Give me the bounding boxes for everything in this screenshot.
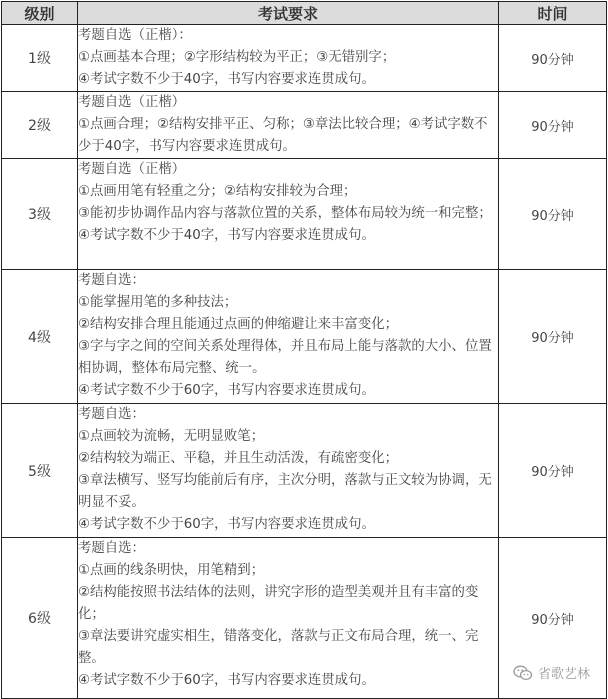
requirement-line: ③字与字之间的空间关系处理得体，并且布局上能与落款的大小、位置相协调，整体布局完整、统一。 [78,339,492,376]
level-cell: 5级 [2,404,78,538]
requirements-cell [78,270,499,404]
exam-requirements-table [1,1,607,699]
requirements-cell [78,404,499,538]
requirements-cell [78,25,499,92]
level-cell: 1级 [2,25,78,92]
header-time: 时间 [499,2,607,25]
requirement-line: 考题自选（正楷）： [78,28,192,43]
requirement-line: ④考试字数不少于60字，书写内容要求连贯成句。 [78,383,375,398]
requirement-line: 考题自选： [78,273,145,288]
time-cell: 90分钟 [499,538,607,699]
watermark [509,662,594,683]
requirement-line: ①点画合理；②结构安排平正、匀称；③章法比较合理；④考试字数不少于40字，书写内容要求连贯成句。 [78,117,488,154]
requirement-line: ②结构能按照书法结体的法则，讲究字形的造型美观并且有丰富的变化； [78,585,479,622]
requirement-line: ③能初步协调作品内容与落款位置的关系，整体布局较为统一和完整； [78,206,492,221]
requirements-cell [78,159,499,270]
requirements-cell [78,538,499,699]
header-requirements: 考试要求 [78,2,499,25]
requirement-line: ①点画较为流畅，无明显败笔； [78,429,265,444]
requirements-cell [78,92,499,159]
time-cell: 90分钟 [499,92,607,159]
requirement-line: ①点画基本合理；②字形结构较为平正；③无错别字； [78,50,396,65]
header-level: 级别 [2,2,78,25]
requirement-line: ④考试字数不少于60字，书写内容要求连贯成句。 [78,517,375,532]
header-row [2,2,607,25]
table-row [2,159,607,270]
requirement-line: 考题自选： [78,407,145,422]
requirement-line: ④考试字数不少于40字，书写内容要求连贯成句。 [78,228,375,243]
table-row [2,404,607,538]
time-cell: 90分钟 [499,404,607,538]
table-row [2,270,607,404]
requirement-line: ①能掌握用笔的多种技法； [78,295,238,310]
table-row [2,92,607,159]
wechat-icon [513,665,533,681]
requirement-line: ①点画用笔有轻重之分；②结构安排较为合理； [78,184,357,199]
level-cell: 2级 [2,92,78,159]
requirement-line: ③章法横写、竖写均能前后有序，主次分明，落款与正文较为协调，无明显不妥。 [78,473,492,510]
time-cell: 90分钟 [499,159,607,270]
time-cell: 90分钟 [499,270,607,404]
requirement-line: ②结构较为端正、平稳，并且生动活泼，有疏密变化； [78,451,398,466]
level-cell: 4级 [2,270,78,404]
time-cell: 90分钟 [499,25,607,92]
level-cell: 6级 [2,538,78,699]
requirement-line: 考题自选（正楷） [78,162,186,177]
table-row [2,25,607,92]
requirement-line: 考题自选： [78,541,145,556]
requirement-line: ④考试字数不少于60字，书写内容要求连贯成句。 [78,673,375,688]
requirement-line: ④考试字数不少于40字，书写内容要求连贯成句。 [78,72,375,87]
requirement-line: 考题自选（正楷） [78,95,186,110]
requirement-line: ③章法要讲究虚实相生，错落变化，落款与正文布局合理，统一、完整。 [78,629,479,666]
requirement-line: ①点画的线条明快，用笔精到； [78,563,265,578]
requirement-line: ②结构安排合理且能通过点画的伸缩避让来丰富变化； [78,317,398,332]
watermark-text: 省歌艺林 [537,667,590,682]
level-cell: 3级 [2,159,78,270]
